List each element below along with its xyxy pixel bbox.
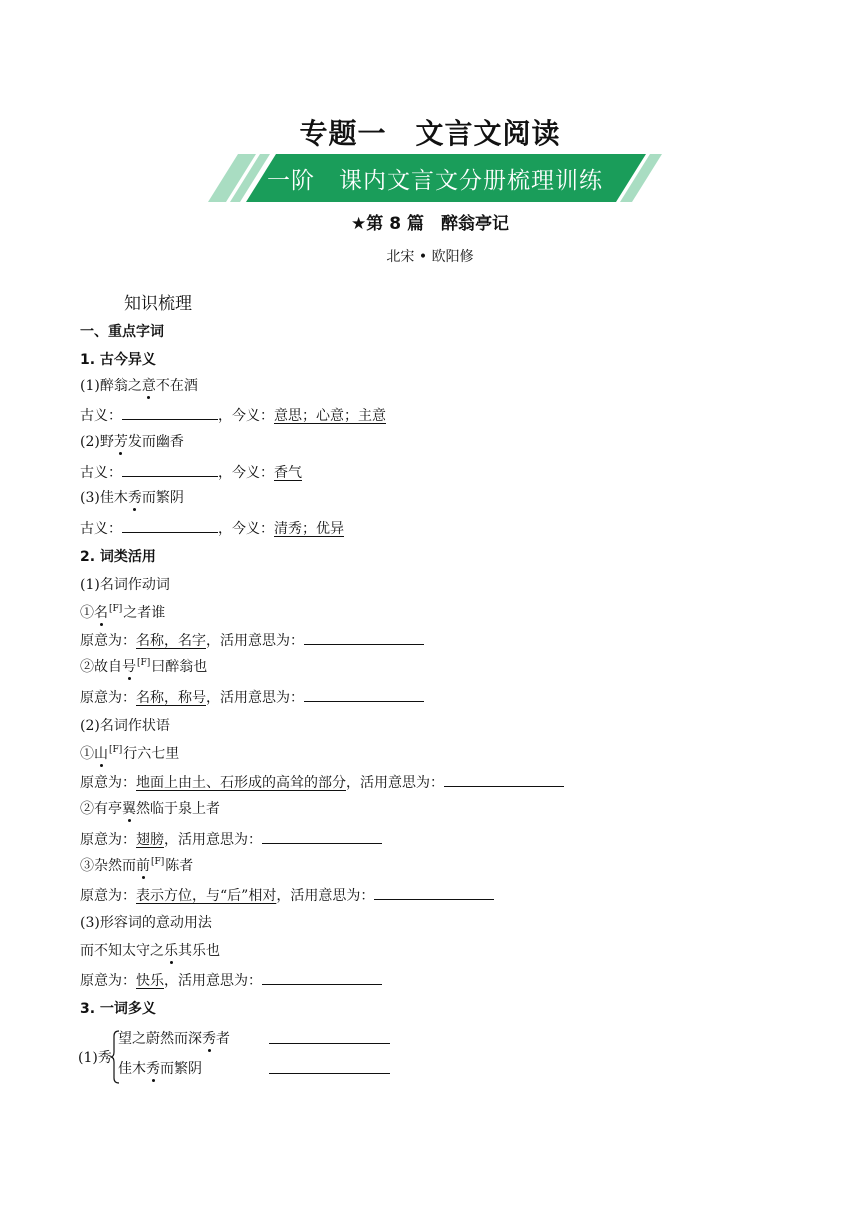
item-number: ① bbox=[80, 605, 94, 621]
sentence-text: 故自 bbox=[94, 659, 122, 675]
item-number: ② bbox=[80, 659, 94, 675]
meaning-row bbox=[80, 885, 494, 905]
word-label: (1)秀 bbox=[78, 1050, 112, 1066]
modern-label: ，今义： bbox=[218, 521, 274, 537]
orig-meaning: 地面上由土、石形成的高耸的部分 bbox=[136, 775, 346, 791]
note-mark: [F] bbox=[109, 745, 123, 755]
answer-blank[interactable] bbox=[262, 970, 382, 985]
orig-label: 原意为： bbox=[80, 832, 136, 848]
orig-label: 原意为： bbox=[80, 888, 136, 904]
key-word: 乐 bbox=[164, 943, 178, 959]
sentence-item bbox=[80, 431, 184, 451]
answer-blank[interactable] bbox=[374, 885, 494, 900]
note-mark: [F] bbox=[137, 658, 151, 668]
item-number: ② bbox=[80, 801, 94, 817]
modern-meaning: 香气 bbox=[274, 465, 302, 481]
answer-blank[interactable] bbox=[262, 829, 382, 844]
key-word: 秀 bbox=[127, 490, 142, 506]
sentence-text: 佳木 bbox=[99, 490, 128, 506]
meaning-row bbox=[80, 829, 382, 849]
sentence-text: 行六七里 bbox=[123, 746, 180, 762]
sentence-text: 然临于泉上者 bbox=[136, 801, 220, 817]
use-label: ，活用意思为： bbox=[164, 973, 262, 989]
meaning-row bbox=[80, 970, 382, 990]
group-label: (1)名词作动词 bbox=[80, 577, 170, 593]
sentence-text: 佳木 bbox=[118, 1061, 146, 1077]
item-number: ③ bbox=[80, 858, 94, 874]
sentence-text: 野 bbox=[99, 434, 114, 450]
sentence-item bbox=[80, 375, 198, 395]
sentence-item bbox=[80, 602, 165, 622]
sentence-text: 其乐也 bbox=[178, 943, 220, 959]
sentence-text: 而繁阴 bbox=[141, 490, 184, 506]
key-word: 翼 bbox=[122, 801, 136, 817]
meaning-row bbox=[80, 462, 302, 482]
sentence-text: 曰醉翁也 bbox=[151, 659, 208, 675]
answer-blank[interactable] bbox=[444, 772, 564, 787]
item-label: (1) bbox=[80, 378, 100, 394]
orig-label: 原意为： bbox=[80, 973, 136, 989]
meaning-row bbox=[80, 405, 386, 425]
item-label: (2) bbox=[80, 434, 100, 450]
sentence-item bbox=[80, 940, 220, 960]
sentence-item bbox=[80, 656, 207, 676]
orig-label: 原意为： bbox=[80, 633, 136, 649]
sub-heading-cilei: 2. 词类活用 bbox=[80, 549, 156, 565]
banner-title: 一阶 课内文言文分册梳理训练 bbox=[267, 168, 603, 194]
item-number: ① bbox=[80, 746, 94, 762]
orig-meaning: 快乐 bbox=[136, 973, 164, 989]
sentence-text: 陈者 bbox=[165, 858, 194, 874]
orig-meaning: 名称，称号 bbox=[136, 690, 206, 706]
orig-meaning: 名称，名字 bbox=[136, 633, 206, 649]
key-word: 名 bbox=[94, 605, 108, 621]
sentence-text: 而不知太守之 bbox=[80, 943, 164, 959]
sentence-text: 杂然而 bbox=[94, 858, 136, 874]
use-label: ，活用意思为： bbox=[346, 775, 444, 791]
lesson-title: ★第 8 篇 醉翁亭记 bbox=[351, 214, 509, 234]
note-mark: [F] bbox=[151, 857, 165, 867]
answer-blank[interactable] bbox=[304, 630, 424, 645]
sub-heading-gujin: 1. 古今异义 bbox=[80, 352, 156, 368]
ancient-label: 古义： bbox=[80, 465, 122, 481]
answer-blank[interactable] bbox=[269, 1059, 390, 1074]
sentence-item bbox=[80, 855, 193, 875]
group-label: (3)形容词的意动用法 bbox=[80, 915, 212, 931]
sentence-item bbox=[118, 1058, 202, 1078]
ancient-label: 古义： bbox=[80, 408, 122, 424]
sentence-item bbox=[80, 798, 220, 818]
key-word: 意 bbox=[141, 378, 156, 394]
meaning-row bbox=[80, 630, 424, 650]
page-title: 专题一 文言文阅读 bbox=[299, 117, 561, 150]
modern-meaning: 意思；心意；主意 bbox=[274, 408, 386, 424]
meaning-row bbox=[80, 687, 424, 707]
item-label: (3) bbox=[80, 490, 100, 506]
meaning-row bbox=[80, 518, 344, 538]
key-word: 前 bbox=[136, 858, 150, 874]
modern-label: ，今义： bbox=[218, 408, 274, 424]
key-word: 秀 bbox=[202, 1031, 216, 1047]
sentence-text: 望之蔚然而深 bbox=[118, 1031, 202, 1047]
answer-blank[interactable] bbox=[269, 1029, 390, 1044]
orig-label: 原意为： bbox=[80, 775, 136, 791]
note-mark: [F] bbox=[109, 604, 123, 614]
modern-label: ，今义： bbox=[218, 465, 274, 481]
sentence-text: 发而幽香 bbox=[127, 434, 184, 450]
orig-meaning: 翅膀 bbox=[136, 832, 164, 848]
use-label: ，活用意思为： bbox=[206, 690, 304, 706]
group-label: (2)名词作状语 bbox=[80, 718, 170, 734]
key-word: 号 bbox=[122, 659, 136, 675]
sentence-text: 之者谁 bbox=[123, 605, 166, 621]
use-label: ，活用意思为： bbox=[206, 633, 304, 649]
use-label: ，活用意思为： bbox=[276, 888, 375, 904]
answer-blank[interactable] bbox=[122, 518, 218, 533]
sentence-text: 不在酒 bbox=[155, 378, 198, 394]
key-word: 秀 bbox=[146, 1061, 160, 1077]
answer-blank[interactable] bbox=[122, 462, 218, 477]
key-word: 芳 bbox=[113, 434, 128, 450]
section-title: 知识梳理 bbox=[124, 294, 192, 314]
sentence-item bbox=[80, 487, 184, 507]
meaning-row bbox=[80, 772, 564, 792]
use-label: ，活用意思为： bbox=[164, 832, 262, 848]
author-line: 北宋 • 欧阳修 bbox=[386, 249, 474, 265]
key-word: 山 bbox=[94, 746, 108, 762]
part-heading: 一、重点字词 bbox=[80, 324, 164, 340]
sub-heading-duoyi: 3. 一词多义 bbox=[80, 1001, 156, 1017]
orig-meaning: 表示方位，与“后”相对 bbox=[136, 888, 277, 904]
sentence-text: 者 bbox=[216, 1031, 230, 1047]
answer-blank[interactable] bbox=[304, 687, 424, 702]
section-banner bbox=[208, 154, 662, 202]
sentence-item bbox=[118, 1028, 230, 1048]
sentence-text: 有亭 bbox=[94, 801, 122, 817]
orig-label: 原意为： bbox=[80, 690, 136, 706]
sentence-text: 而繁阴 bbox=[160, 1061, 202, 1077]
sentence-text: 醉翁之 bbox=[99, 378, 142, 394]
modern-meaning: 清秀；优异 bbox=[274, 521, 344, 537]
answer-blank[interactable] bbox=[122, 405, 218, 420]
ancient-label: 古义： bbox=[80, 521, 122, 537]
sentence-item bbox=[80, 743, 179, 763]
